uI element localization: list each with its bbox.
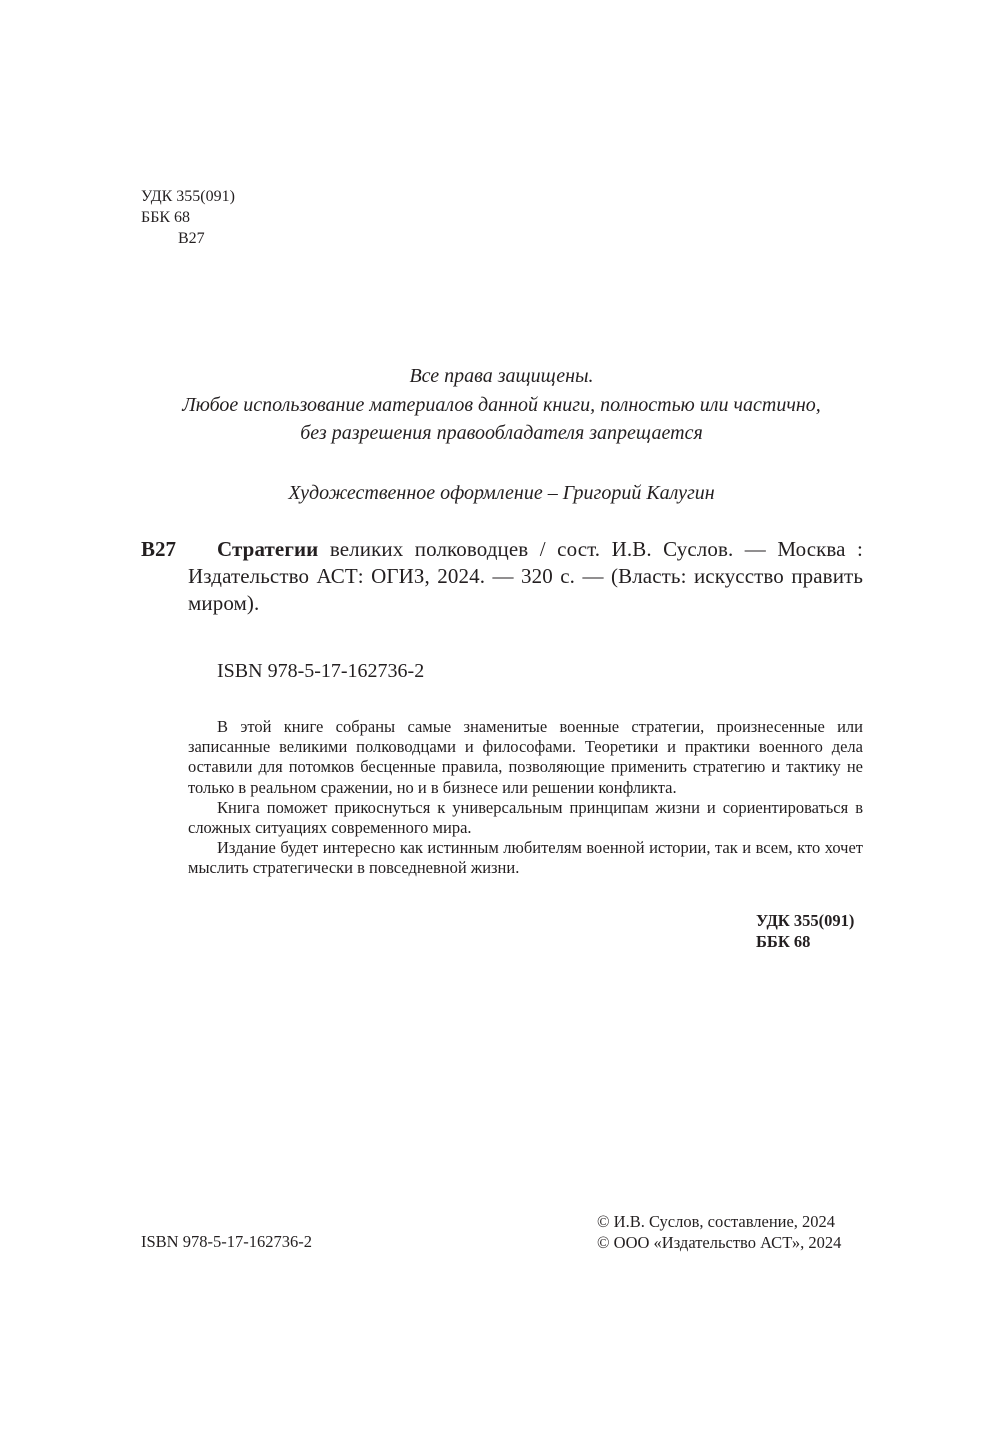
annotation-paragraph: Издание будет интересно как истинным любителям военной истории, так и всем, кто хочет мыслить стратегически в повседневной жизни.	[188, 838, 863, 878]
classification-codes	[141, 186, 235, 249]
bibliographic-description: великих полководцев / сост. И.В. Суслов. — Москва : Издательство АСТ: ОГИЗ, 2024. — 320 с. — (Власть: искусство править миром).	[188, 537, 863, 615]
annotation	[188, 717, 863, 879]
copyright-line-1: © И.В. Суслов, составление, 2024	[597, 1212, 836, 1231]
annotation-paragraph: Книга поможет прикоснуться к универсальным принципам жизни и сориентироваться в сложных ситуациях современного мира.	[188, 797, 863, 838]
bbk-code-right: ББК 68	[756, 931, 811, 951]
rights-line-2: Любое использование материалов данной книги, полностью или частично,	[182, 393, 821, 416]
copyright-block	[597, 1211, 841, 1253]
author-mark: В27	[178, 230, 205, 247]
bibliographic-entry	[188, 536, 863, 617]
copyright-line-2: © ООО «Издательство АСТ», 2024	[597, 1233, 842, 1252]
udk-code-right: УДК 355(091)	[756, 911, 855, 930]
design-credit: Художественное оформление – Григорий Калугин	[288, 482, 715, 504]
bbk-code: ББК 68	[141, 209, 191, 226]
annotation-paragraph: В этой книге собраны самые знаменитые военные стратегии, произнесенные или записанные великими полководцами и философами. Теоретики и практики военного дела оставили для потомков бесценные правила, позволяющие применить стратегию и тактику не только в реальном сражении, но и в бизнесе или решении конфликта.	[188, 717, 863, 797]
rights-line-1: Все права защищены.	[409, 365, 594, 387]
udk-code: УДК 355(091)	[141, 188, 235, 205]
footer-isbn: ISBN 978-5-17-162736-2	[141, 1232, 312, 1251]
isbn: ISBN 978-5-17-162736-2	[217, 660, 425, 682]
rights-notice	[0, 362, 987, 448]
classification-right	[756, 911, 854, 952]
bibliographic-mark: В27	[141, 537, 177, 561]
book-title: Стратегии	[217, 537, 319, 561]
rights-line-3: без разрешения правообладателя запрещается	[300, 422, 703, 444]
